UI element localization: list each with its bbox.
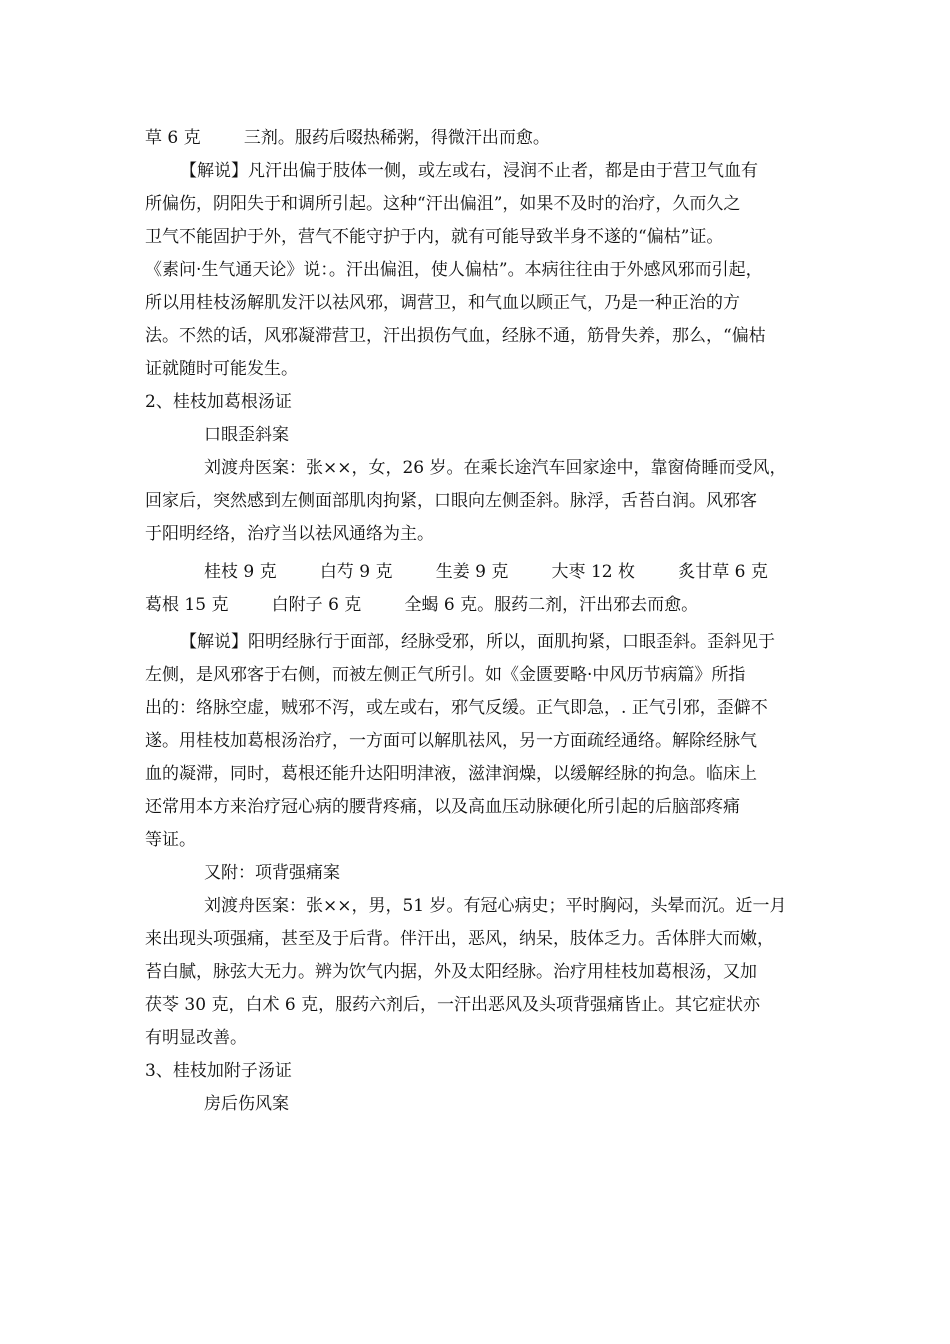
case-paragraph-line: 刘渡舟医案：张××，男，51 岁。有冠心病史；平时胸闷，头晕而沉。近一月	[204, 896, 787, 916]
commentary-paragraph-line: 遂。用桂枝加葛根汤治疗，一方面可以解肌祛风，另一方面疏经通络。解除经脉气	[145, 731, 757, 751]
commentary-paragraph-line: 证就随时可能发生。	[145, 359, 298, 379]
section-heading: 2、桂枝加葛根汤证	[145, 392, 292, 412]
commentary-paragraph-line: 【解说】阳明经脉行于面部，经脉受邪，所以，面肌拘紧，口眼歪斜。歪斜见于	[180, 632, 775, 652]
case-paragraph-line: 有明显改善。	[145, 1028, 247, 1048]
section-heading: 3、桂枝加附子汤证	[145, 1061, 292, 1081]
commentary-paragraph-line: 左侧，是风邪客于右侧，而被左侧正气所引。如《金匮要略·中风历节病篇》所指	[145, 665, 746, 685]
commentary-paragraph-line: 所偏伤，阴阳失于和调所引起。这种“汗出偏沮”，如果不及时的治疗，久而久之	[145, 194, 741, 214]
prescription-line: 葛根 15 克 白附子 6 克 全蝎 6 克。服药二剂，汗出邪去而愈。	[145, 595, 699, 615]
commentary-paragraph-line: 血的凝滞，同时，葛根还能升达阳明津液，滋津润燥，以缓解经脉的拘急。临床上	[145, 764, 757, 784]
case-title: 又附：项背强痛案	[204, 863, 340, 883]
commentary-paragraph-line: 出的：络脉空虚，贼邪不泻，或左或右，邪气反缓。正气即急，. 正气引邪，歪僻不	[145, 698, 768, 718]
case-paragraph-line: 苔白腻，脉弦大无力。辨为饮气内据，外及太阳经脉。治疗用桂枝加葛根汤，又加	[145, 962, 757, 982]
case-paragraph-line: 来出现头项强痛，甚至及于后背。伴汗出，恶风，纳呆，肢体乏力。舌体胖大而嫩，	[145, 929, 774, 949]
case-paragraph-line: 茯苓 30 克，白术 6 克，服药六剂后，一汗出恶风及头项背强痛皆止。其它症状亦	[145, 995, 761, 1015]
case-title: 口眼歪斜案	[204, 425, 289, 445]
commentary-paragraph-line: 等证。	[145, 830, 196, 850]
commentary-paragraph-line: 【解说】凡汗出偏于肢体一侧，或左或右，浸润不止者，都是由于营卫气血有	[180, 161, 758, 181]
prescription-line: 桂枝 9 克 白芍 9 克 生姜 9 克 大枣 12 枚 炙甘草 6 克	[204, 562, 768, 582]
commentary-paragraph-line: 还常用本方来治疗冠心病的腰背疼痛，以及高血压动脉硬化所引起的后脑部疼痛	[145, 797, 740, 817]
case-paragraph-line: 回家后，突然感到左侧面部肌肉拘紧，口眼向左侧歪斜。脉浮，舌苔白润。风邪客	[145, 491, 757, 511]
case-paragraph-line: 于阳明经络，治疗当以祛风通络为主。	[145, 524, 434, 544]
text-line-1: 草 6 克 三剂。服药后啜热稀粥，得微汗出而愈。	[145, 128, 550, 148]
commentary-paragraph-line: 所以用桂枝汤解肌发汗以祛风邪，调营卫，和气血以顾正气，乃是一种正治的方	[145, 293, 740, 313]
case-title: 房后伤风案	[204, 1094, 289, 1114]
commentary-paragraph-line: 卫气不能固护于外，营气不能守护于内，就有可能导致半身不遂的“偏枯”证。	[145, 227, 724, 247]
case-paragraph-line: 刘渡舟医案：张××，女，26 岁。在乘长途汽车回家途中，靠窗倚睡而受风，	[204, 458, 787, 478]
commentary-paragraph-line: 法。不然的话，风邪凝滞营卫，汗出损伤气血，经脉不通，筋骨失养，那么，“偏枯	[145, 326, 766, 346]
commentary-paragraph-line: 《素问·生气通天论》说：。汗出偏沮，使人偏枯”。本病往往由于外感风邪而引起，	[145, 260, 763, 280]
